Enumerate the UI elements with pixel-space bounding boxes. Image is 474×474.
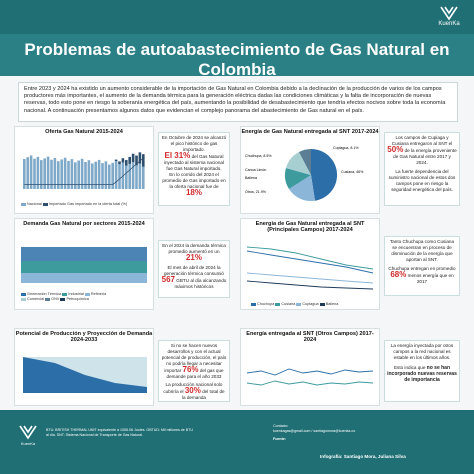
legend-swatch (21, 203, 26, 206)
legend-swatch (320, 303, 325, 306)
legend-swatch (43, 203, 48, 206)
panel-otros-campos (240, 328, 380, 406)
legend-label: Industrial (68, 292, 84, 296)
contact-email[interactable]: kuenkagas@gmail.com / santiagomora@kuenka.co (273, 428, 356, 433)
note-text: Los campos de Cupiaga y Cusiana entregaron al SNT el (391, 135, 453, 146)
note-text: Esto indica que (393, 365, 426, 370)
bar-importado (142, 154, 145, 167)
otros-chart (241, 343, 379, 401)
note-highlight: 21% (185, 253, 202, 262)
pie-label: Otros, 21.9% (245, 190, 266, 194)
note-principales (384, 236, 460, 296)
legend-label: Refinería (90, 292, 107, 296)
legend-swatch (62, 293, 67, 296)
legend-swatch (21, 293, 26, 296)
note-text: La fuerte dependencia del suministro nacional de estos dos campos pone en riesgo la seguridad energética del país. (388, 169, 456, 192)
panel-proyeccion (14, 328, 154, 406)
legend-swatch (60, 298, 65, 301)
footer-sources: BTU: BRITISH THERMAL UNIT equivalente a 1055.06 Joules. GBTUD: Mil millones de BTU al día. SNT: Sistema Nacional de Transporte de Gas Natural. (46, 428, 193, 437)
brand-name: KuenKa (438, 21, 460, 27)
line-otros-1 (247, 369, 373, 375)
legend-swatch (85, 293, 90, 296)
legend-label: Cusiana (281, 302, 296, 306)
note-text: En lo corrido del 2024 el promedio de Gas importado en la oferta nacional fue de (162, 172, 226, 189)
footer-credits: Infografía: Santiago Mora, Juliana Silva (320, 454, 406, 459)
footer (0, 410, 474, 474)
pie-label: Canoa Limón (245, 168, 267, 172)
note-highlight: 18% (185, 188, 202, 197)
bar-nacional (118, 164, 121, 189)
note-text: de la energía proveniente de Gas Natural entre 2017 y 2024. (393, 148, 457, 165)
legend-label: Comercial (27, 297, 45, 301)
footer-contact (273, 424, 355, 442)
bar-nacional (101, 163, 104, 189)
bar-nacional (115, 161, 118, 189)
pie-label: Ballena (245, 176, 257, 180)
pie-label: Cupiagua, 8.1% (333, 146, 359, 150)
chart-title: Potencial de Producción y Proyección de Demanda 2024-2033 (15, 331, 153, 343)
line-otros-2 (247, 381, 373, 385)
legend-swatch (45, 298, 50, 301)
note-text: Tanto Chuchupa como Cusiana se encuentran en proceso de disminución de la energía que aportan al SNT. (389, 239, 455, 262)
legend-label: GNV (51, 297, 60, 301)
note-proyeccion (158, 340, 230, 402)
demanda-chart (15, 227, 153, 287)
area-otros (21, 273, 147, 283)
bar-importado (125, 160, 128, 166)
pie-label: Cusiana, 46% (341, 170, 364, 174)
pie-slice-cusiana (311, 149, 337, 201)
chart-title: Oferta Gas Natural 2015-2024 (45, 129, 123, 135)
footer-logo (14, 424, 42, 446)
legend-label: Cupiagua (302, 302, 319, 306)
intro-text: Entre 2023 y 2024 ha existido un aumento considerable de la importación de Gas Natural en Colombia debido a la declinación de la producción de varios de los campos productores más importantes, el aumento de la demanda térmica para la generación eléctrica dadas las condiciones climáticas y la falta de incorporación de nuevas reservas, todo esto pone en riesgo la soberanía energética del país, aumentando la posibilidad de desabastecimiento que tendría efectos nocivos sobre toda la economía nacional. A continuación presentamos algunos datos que evidencian el complejo panorama del abastecimiento de Gas natural en el país. (18, 82, 458, 122)
line-ballena (247, 281, 373, 289)
note-text: En el 2024 la demanda térmica promedio aumentó en un (162, 243, 226, 254)
note-energia (384, 132, 460, 206)
proyeccion-chart (15, 343, 153, 401)
bar-importado (118, 161, 121, 164)
page-title: Problemas de autoabastecimiento de Gas Natural en Colombia (24, 40, 450, 79)
fuente-label: Fuente: (273, 437, 286, 442)
brand-name: KuenKa (20, 441, 36, 446)
contact-label: Contacto: (273, 424, 289, 428)
legend-swatch (275, 303, 280, 306)
panel-oferta (14, 126, 154, 214)
legend-label: Chuchupa (257, 302, 275, 306)
note-demanda (158, 240, 230, 298)
legend-label: Generación Térmica (27, 292, 62, 296)
chart-title: Energía entregada al SNT (Otros Campos) 2017-2024 (246, 331, 374, 343)
pie-label: Chuchupa, 8.5% (245, 154, 272, 158)
principales-chart (241, 233, 379, 297)
logo-icon (439, 5, 459, 21)
bar-nacional (139, 164, 142, 189)
note-text: La energía inyectada por otros campos a la red nacional es estable en los últimos años. (390, 343, 454, 360)
note-text: La producción nacional solo cubriría el (163, 382, 223, 394)
note-oferta (158, 132, 230, 206)
note-text: Si no se hacen nuevos desarrollos y con el actual potencial de producción, el país no podría llegar a necesitar importar (161, 343, 227, 373)
bar-nacional (30, 155, 33, 189)
line-chuchupa (247, 251, 373, 273)
legend-swatch (21, 298, 26, 301)
note-text: En Octubre de 2024 se alcanzó el pico histórico de gas importado. (161, 135, 227, 152)
legend-label: Nacional (27, 202, 42, 206)
bar-nacional (74, 162, 77, 189)
bar-importado (128, 157, 131, 164)
chart-title: Demanda Gas Natural por sectores 2015-2024 (23, 221, 145, 227)
note-text: menos energía que en 2017 (407, 273, 454, 284)
oferta-chart (15, 135, 153, 197)
note-text: del total de la demanda (181, 389, 225, 400)
note-highlight: no se han incorporado nuevas reservas de importancia (387, 365, 457, 383)
legend-swatch (251, 303, 256, 306)
note-highlight: El 31% (164, 151, 191, 160)
note-text: del Gas Natural inyectado al sistema nacional fue Gas Natural importado. (163, 154, 224, 171)
chart-title: Energía de Gas Natural entregada al SNT 2017-2024 (241, 129, 379, 135)
note-otros (384, 340, 460, 402)
logo-icon (18, 424, 38, 440)
note-text: El mes de abril de 2024 la generación térmica consumió (163, 265, 224, 276)
legend-label: Importado (48, 202, 66, 206)
bar-nacional (142, 167, 145, 189)
line-cusiana (247, 247, 373, 269)
bar-importado (122, 158, 125, 162)
bar-importado (132, 154, 135, 162)
panel-energia-snt (240, 126, 380, 214)
chart-title: Energía de Gas Natural entregada al SNT (Principales Campos) 2017-2024 (255, 221, 365, 233)
legend-label: Petroquímica (66, 297, 89, 301)
note-text: del gas que demande para el año 2033 (166, 368, 224, 379)
bar-nacional (128, 164, 131, 189)
chart-legend (241, 302, 379, 306)
bar-nacional (111, 163, 114, 189)
note-highlight: 30% (184, 386, 201, 395)
bar-nacional (91, 163, 94, 189)
brand-logo (432, 5, 466, 31)
note-highlight: 76% (182, 365, 199, 374)
chart-legend (15, 292, 153, 302)
legend-label: Gas importado en la oferta total (%) (67, 202, 128, 206)
line-cupiagua (247, 273, 373, 283)
bar-nacional (125, 166, 128, 189)
legend-label: Ballena (325, 302, 339, 306)
note-highlight: 567 (161, 275, 175, 284)
bar-nacional (84, 162, 87, 189)
note-text: GBTU al día alcanzando máximos históricos (174, 278, 227, 289)
header-bar (0, 0, 474, 34)
pie-chart (241, 135, 379, 211)
panel-principales (240, 218, 380, 310)
chart-legend (15, 202, 153, 206)
legend-swatch (296, 303, 301, 306)
note-highlight: 68% (390, 270, 407, 279)
note-text: Chuchupa entregan en promedio (388, 266, 456, 271)
bar-nacional (108, 165, 111, 189)
bar-nacional (135, 165, 138, 189)
panel-demanda (14, 218, 154, 310)
note-highlight: 50% (387, 145, 404, 154)
bar-importado (115, 160, 118, 161)
